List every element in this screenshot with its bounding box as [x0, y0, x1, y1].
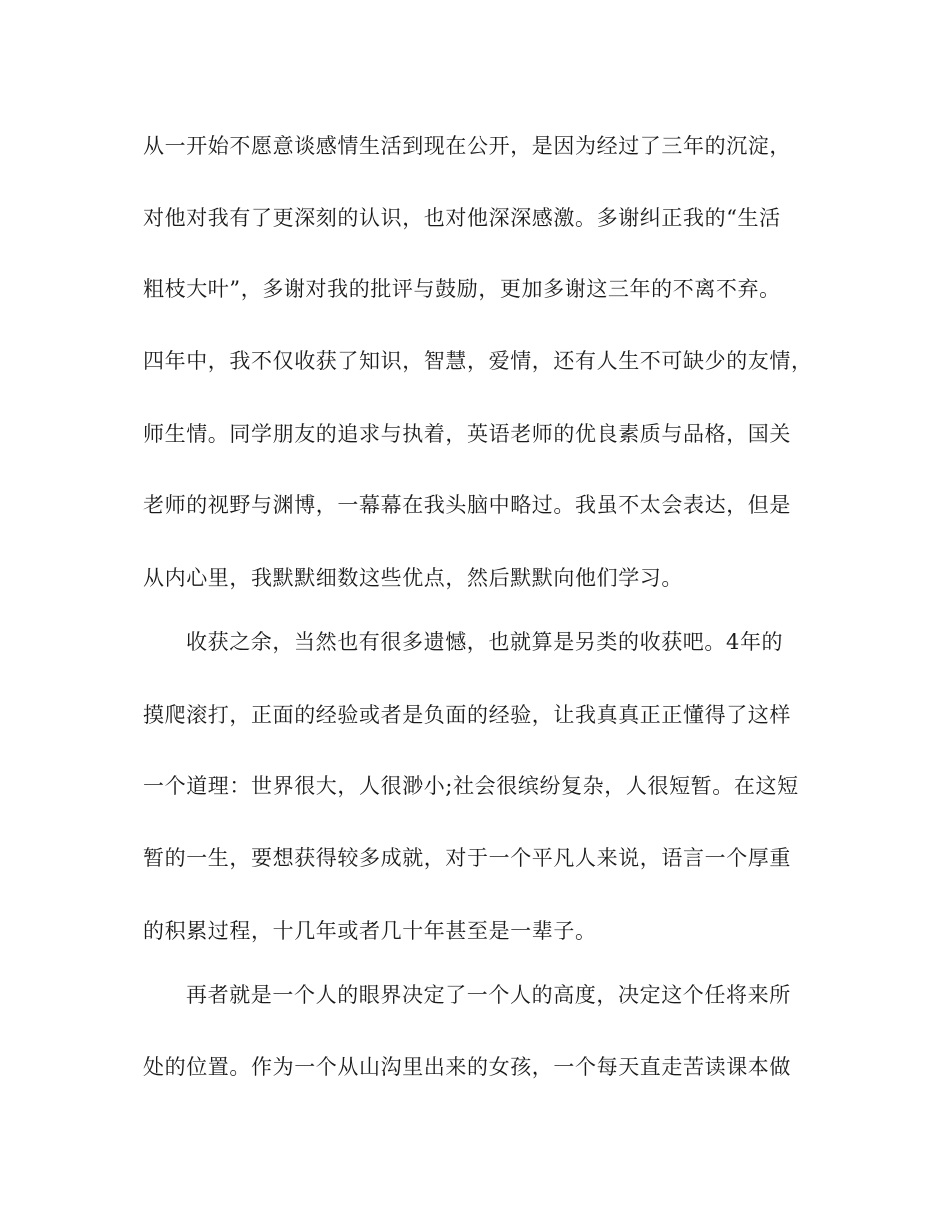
text-line: 处的位置。作为一个从山沟里出来的女孩，一个每天直走苦读课本做	[143, 1055, 791, 1079]
text-line: 老师的视野与渊博，一幕幕在我头脑中略过。我虽不太会表达，但是	[143, 493, 791, 517]
paragraph-start-line: 收获之余，当然也有很多遗憾，也就算是另类的收获吧。4年的	[186, 630, 784, 654]
text-line: 摸爬滚打，正面的经验或者是负面的经验，让我真真正正懂得了这样	[143, 703, 791, 727]
text-line: 对他对我有了更深刻的认识，也对他深深感激。多谢纠正我的“生活	[143, 206, 781, 230]
text-line: 一个道理：世界很大，人很渺小;社会很缤纷复杂，人很短暂。在这短	[143, 774, 799, 798]
text-line: 暂的一生，要想获得较多成就，对于一个平凡人来说，语言一个厚重	[143, 846, 791, 870]
paragraph-start-line: 再者就是一个人的眼界决定了一个人的高度，决定这个任将来所	[186, 983, 791, 1007]
text-line: 师生情。同学朋友的追求与执着，英语老师的优良素质与品格，国关	[143, 422, 791, 446]
text-line: 粗枝大叶”，多谢对我的批评与鼓励，更加多谢这三年的不离不弃。	[143, 277, 781, 301]
text-line: 从一开始不愿意谈感情生活到现在公开，是因为经过了三年的沉淀，	[143, 134, 791, 158]
text-line: 的积累过程，十几年或者几十年甚至是一辈子。	[143, 919, 597, 943]
text-line: 四年中，我不仅收获了知识，智慧，爱情，还有人生不可缺少的友情，	[143, 349, 813, 373]
text-line: 从内心里，我默默细数这些优点，然后默默向他们学习。	[143, 566, 683, 590]
